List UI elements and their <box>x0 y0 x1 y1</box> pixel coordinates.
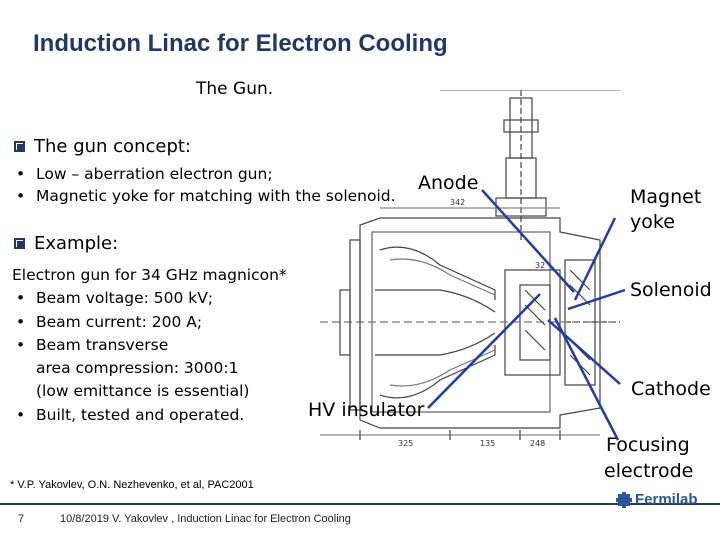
magnet-yoke-label-line1: Magnet <box>630 186 702 208</box>
hv-insulator-label: HV insulator <box>308 399 425 421</box>
bullet-item: • Beam transverse <box>16 336 169 354</box>
bullet-continuation: (low emittance is essential) <box>36 382 250 400</box>
slide-title: Induction Linac for Electron Cooling <box>33 30 448 57</box>
bullet-item: • Beam current: 200 A; <box>16 313 203 331</box>
focusing-electrode-label-line2: electrode <box>604 460 694 482</box>
bullet-item: • Built, tested and operated. <box>16 406 245 424</box>
magnet-yoke-arrow <box>575 218 615 300</box>
bullet-item: • Beam voltage: 500 kV; <box>16 289 214 307</box>
anode-label: Anode <box>418 172 479 194</box>
magnet-yoke-label-line2: yoke <box>630 211 675 233</box>
focusing-electrode-arrow <box>555 318 618 440</box>
focusing-electrode-label-line1: Focusing <box>606 434 690 456</box>
dimension-label: 32 <box>535 261 546 270</box>
anode-arrow <box>482 190 574 292</box>
section-heading-text: The gun concept: <box>34 136 191 157</box>
example-intro: Electron gun for 34 GHz magnicon* <box>12 266 287 284</box>
slide-subtitle: The Gun. <box>196 79 274 99</box>
cathode-label: Cathode <box>631 378 711 400</box>
dimension-label: 342 <box>450 198 466 207</box>
bullet-item: • Low – aberration electron gun; <box>16 165 273 183</box>
fermilab-logo-icon <box>616 492 632 508</box>
page-number: 7 <box>18 513 25 525</box>
dimension-label: 248 <box>530 439 546 448</box>
dimension-label: 135 <box>480 439 496 448</box>
footer-rule <box>0 503 720 505</box>
hv-insulator-arrow <box>428 294 540 408</box>
dimension-label: 325 <box>398 439 414 448</box>
footer-text: 10/8/2019 V. Yakovlev , Induction Linac for Electron Cooling <box>60 513 351 525</box>
bullet-continuation: area compression: 3000:1 <box>36 359 239 377</box>
footnote: * V.P. Yakovlev, O.N. Nezhevenko, et al, PAC2001 <box>10 479 254 491</box>
section-heading-text: Example: <box>34 233 119 254</box>
bullet-item: • Magnetic yoke for matching with the solenoid. <box>16 187 396 205</box>
fermilab-logo-text: Fermilab <box>635 491 698 508</box>
solenoid-label: Solenoid <box>630 279 712 301</box>
fermilab-logo <box>616 491 698 508</box>
